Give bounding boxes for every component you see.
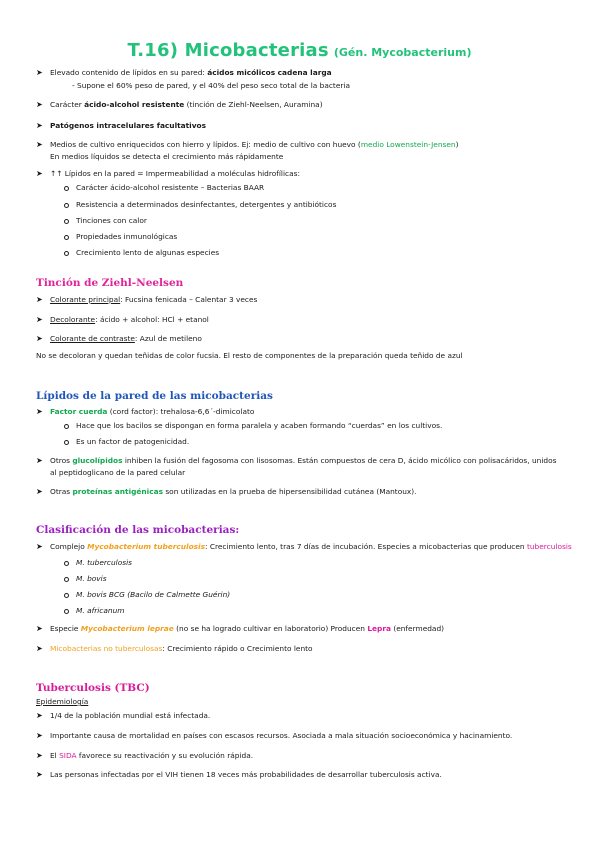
- lipidos-item: Otras proteínas antigénicas son utilizadas en la prueba de hipersensibilidad cutánea (Mantoux).: [50, 487, 417, 496]
- ziehl-item: Colorante de contraste: Azul de metileno: [50, 334, 202, 343]
- ziehl-note: No se decoloran y quedan teñidas de color fucsia. El resto de componentes de la preparación queda teñido de azul: [36, 351, 463, 360]
- species-item: M. bovis BCG (Bacilo de Calmette Guérin): [76, 590, 231, 599]
- species-item: M. africanum: [76, 606, 125, 615]
- clasif-item: Complejo Mycobacterium tuberculosis: Crecimiento lento, tras 7 días de incubación. Especies a micobacterias que producen tuberculosis: [50, 542, 572, 551]
- circle-bullet-icon: [64, 577, 69, 582]
- section-heading-lipidos: Lípidos de la pared de las micobacterias: [36, 390, 273, 402]
- circle-bullet-icon: [64, 561, 69, 566]
- species-item: M. tuberculosis: [76, 558, 133, 567]
- tbc-item: Las personas infectadas por el VIH tienen 18 veces más probabilidades de desarrollar tuberculosis activa.: [50, 770, 442, 779]
- arrowhead-icon: ➤: [36, 456, 43, 465]
- sub-item: Carácter ácido-alcohol resistente – Bacterias BAAR: [76, 183, 265, 192]
- intro-item-culture: Medios de cultivo enriquecidos con hierro y lípidos. Ej: medio de cultivo con huevo (medio Lowenstein-Jensen): [50, 140, 459, 149]
- arrowhead-icon: ➤: [36, 711, 43, 720]
- lipidos-item: Factor cuerda (cord factor): trehalosa-6,6´-dimicolato: [50, 407, 255, 416]
- tbc-item: 1/4 de la población mundial está infectada.: [50, 711, 211, 720]
- arrowhead-icon: ➤: [36, 542, 43, 551]
- arrowhead-icon: ➤: [36, 315, 43, 324]
- circle-bullet-icon: [64, 440, 69, 445]
- arrowhead-icon: ➤: [36, 140, 43, 149]
- sub-item: Resistencia a determinados desinfectantes, detergentes y antibióticos: [76, 200, 337, 209]
- intro-item-impermeability: ↑↑ Lípidos en la pared = Impermeabilidad a moléculas hidrofílicas:: [50, 169, 300, 178]
- sub-item: Propiedades inmunológicas: [76, 232, 178, 241]
- lipidos-item: Otros glucolípidos inhiben la fusión del fagosoma con lisosomas. Están compuestos de cera D, ácido micólico con polisacáridos, unidos: [50, 456, 557, 465]
- intro-item-lipids-sub: - Supone el 60% peso de pared, y el 40% del peso seco total de la bacteria: [72, 81, 350, 90]
- intro-item-acid-alcohol: Carácter ácido-alcohol resistente (tinción de Ziehl-Neelsen, Auramina): [50, 100, 323, 109]
- circle-bullet-icon: [64, 235, 69, 240]
- intro-item-culture-line2: En medios líquidos se detecta el crecimiento más rápidamente: [50, 152, 284, 161]
- arrowhead-icon: ➤: [36, 334, 43, 343]
- arrowhead-icon: ➤: [36, 644, 43, 653]
- clasif-item: Especie Mycobacterium leprae (no se ha logrado cultivar en laboratorio) Producen Lepra (enfermedad): [50, 624, 445, 633]
- arrowhead-icon: ➤: [36, 100, 43, 109]
- arrowhead-icon: ➤: [36, 68, 43, 77]
- arrowhead-icon: ➤: [36, 407, 43, 416]
- sub-item: Hace que los bacilos se dispongan en forma paralela y acaben formando “cuerdas” en los cultivos.: [76, 421, 443, 430]
- sub-item: Tinciones con calor: [76, 216, 147, 225]
- sub-item: Es un factor de patogenicidad.: [76, 437, 190, 446]
- arrowhead-icon: ➤: [36, 487, 43, 496]
- ziehl-item: Decolorante: ácido + alcohol: HCl + etanol: [50, 315, 209, 324]
- arrowhead-icon: ➤: [36, 121, 43, 130]
- circle-bullet-icon: [64, 203, 69, 208]
- arrowhead-icon: ➤: [36, 731, 43, 740]
- tbc-item: Importante causa de mortalidad en países con escasos recursos. Asociada a mala situación socioeconómica y hacinamiento.: [50, 731, 513, 740]
- arrowhead-icon: ➤: [36, 770, 43, 779]
- ziehl-item: Colorante principal: Fucsina fenicada – Calentar 3 veces: [50, 295, 258, 304]
- circle-bullet-icon: [64, 424, 69, 429]
- circle-bullet-icon: [64, 609, 69, 614]
- clasif-item: Micobacterias no tuberculosas: Crecimiento rápido o Crecimiento lento: [50, 644, 313, 653]
- sub-item: Crecimiento lento de algunas especies: [76, 248, 220, 257]
- section-heading-clasificacion: Clasificación de las micobacterias:: [36, 524, 240, 536]
- page-title: T.16) Micobacterias (Gén. Mycobacterium): [127, 40, 472, 61]
- intro-item-pathogens: Patógenos intracelulares facultativos: [50, 121, 206, 130]
- tbc-subheading: Epidemiología: [36, 697, 89, 706]
- section-heading-ziehl: Tinción de Ziehl-Neelsen: [36, 277, 184, 289]
- intro-item-lipids: Elevado contenido de lípidos en su pared: ácidos micólicos cadena larga: [50, 68, 332, 77]
- lipidos-item-line2: al peptidoglicano de la pared celular: [50, 468, 186, 477]
- circle-bullet-icon: [64, 219, 69, 224]
- tbc-item: El SIDA favorece su reactivación y su evolución rápida.: [50, 751, 254, 760]
- circle-bullet-icon: [64, 593, 69, 598]
- section-heading-tbc: Tuberculosis (TBC): [36, 682, 150, 694]
- arrowhead-icon: ➤: [36, 624, 43, 633]
- arrowhead-icon: ➤: [36, 295, 43, 304]
- circle-bullet-icon: [64, 251, 69, 256]
- arrowhead-icon: ➤: [36, 169, 43, 178]
- species-item: M. bovis: [76, 574, 107, 583]
- circle-bullet-icon: [64, 186, 69, 191]
- arrowhead-icon: ➤: [36, 751, 43, 760]
